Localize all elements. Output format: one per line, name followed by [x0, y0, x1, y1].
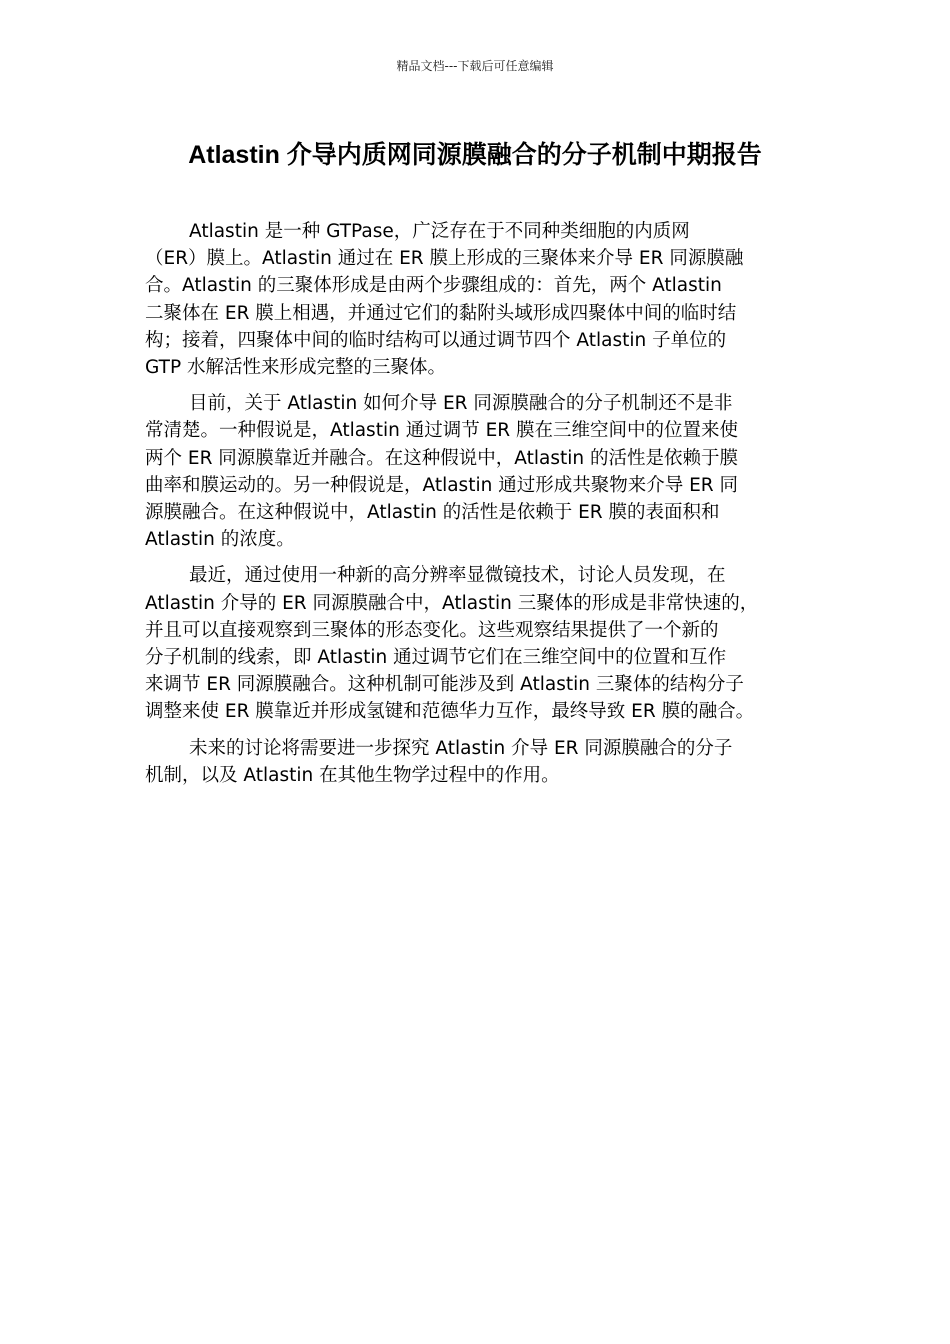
page-header-note: 精品文档---下载后可任意编辑 — [396, 59, 554, 73]
paragraph-3: 最近，通过使用一种新的高分辨率显微镜技术，讨论人员发现，在 Atlastin 介导的 ER 同源膜融合中，Atlastin 三聚体的形成是非常快速的， 并且可以直接观察到三聚体的形态变化。这些观察结果提供了一个新的 分子机制的线索，即 Atlastin 通过调节它们在三维空间中的位置和互作 来调节 ER 同源膜融合。这种机制可能涉及到 Atlastin 三聚体的结构分子 调整来使 ER 膜靠近并形成氢键和范德华力互作，最终导致 ER 膜的融合。 — [145, 565, 759, 723]
document-title: Atlastin 介导内质网同源膜融合的分子机制中期报告 — [188, 141, 762, 169]
paragraph-4: 未来的讨论将需要进一步探究 Atlastin 介导 ER 同源膜融合的分子 机制，以及 Atlastin 在其他生物学过程中的作用。 — [145, 737, 733, 786]
document-body — [145, 218, 815, 798]
paragraph-1: Atlastin 是一种 GTPase，广泛存在于不同种类细胞的内质网 （ER）膜上。Atlastin 通过在 ER 膜上形成的三聚体来介导 ER 同源膜融 合。Atlastin 的三聚体形成是由两个步骤组成的：首先，两个 Atlastin 二聚体在 ER 膜上相遇，并通过它们的黏附头域形成四聚体中间的临时结 构；接着，四聚体中间的临时结构可以通过调节四个 Atlastin 子单位的 GTP 水解活性来形成完整的三聚体。 — [145, 221, 744, 379]
paragraph-2: 目前，关于 Atlastin 如何介导 ER 同源膜融合的分子机制还不是非 常清楚。一种假说是，Atlastin 通过调节 ER 膜在三维空间中的位置来使 两个 ER 同源膜靠近并融合。在这种假说中，Atlastin 的活性是依赖于膜 曲率和膜运动的。另一种假说是，Atlastin 通过形成共聚物来介导 ER 同 源膜融合。在这种假说中，Atlastin 的活性是依赖于 ER 膜的表面积和 Atlastin 的浓度。 — [145, 393, 739, 551]
